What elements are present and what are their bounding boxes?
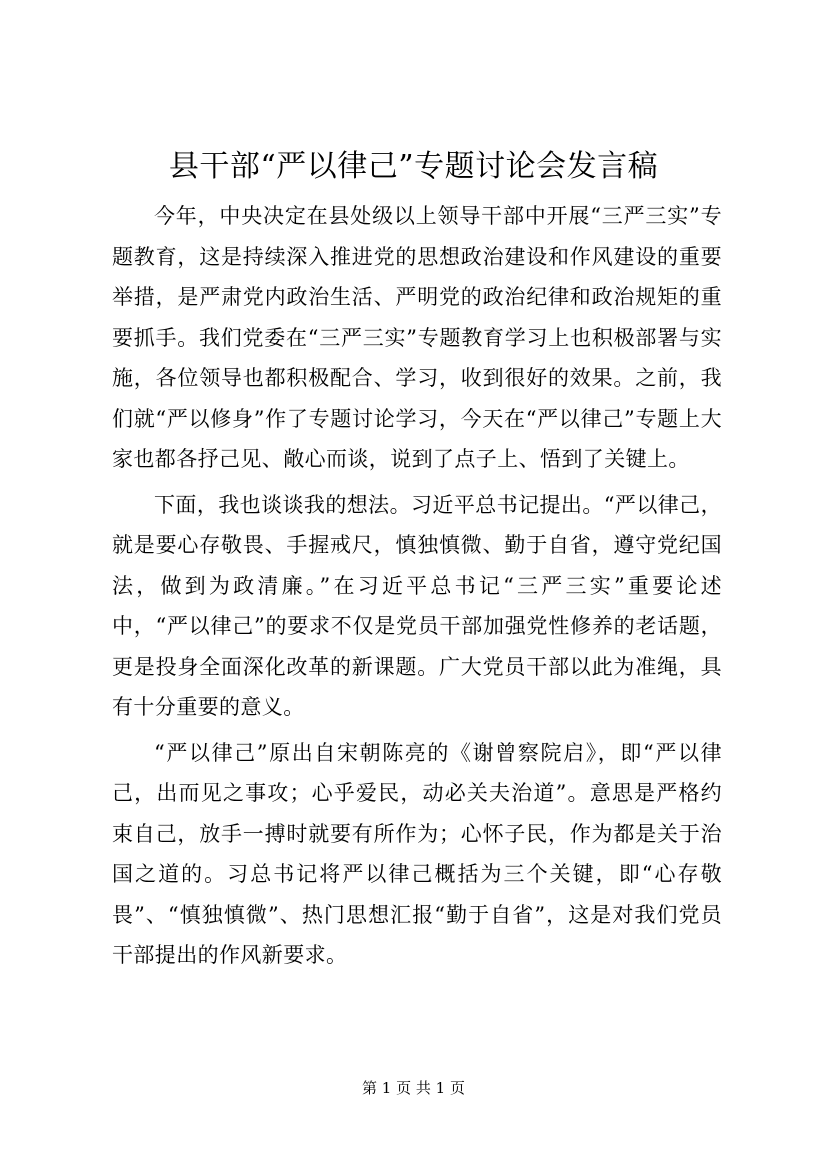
document-body xyxy=(112,196,722,976)
paragraph-3: “严以律己”原出自宋朝陈亮的《谢曾察院启》，即“严以律己，出而见之事攻；心乎爱民，动必关夫治道”。意思是严格约束自己，放手一搏时就要有所作为；心怀子民，作为都是关于治国之道的。习总书记将严以律己概括为三个关键，即“心存敬畏”、“慎独慎微”、热门思想汇报“勤于自省”，这是对我们党员干部提出的作风新要求。 xyxy=(112,740,722,967)
page-footer: 第 1 页 共 1 页 xyxy=(362,1079,465,1097)
paragraph-2: 下面，我也谈谈我的想法。习近平总书记提出。“严以律己，就是要心存敬畏、手握戒尺，慎独慎微、勤于自省，遵守党纪国法，做到为政清廉。”在习近平总书记“三严三实”重要论述中，“严以律己”的要求不仅是党员干部加强党性修养的老话题，更是投身全面深化改革的新课题。广大党员干部以此为准绳，具有十分重要的意义。 xyxy=(112,492,722,719)
paragraph-1: 今年，中央决定在县处级以上领导干部中开展“三严三实”专题教育，这是持续深入推进党的思想政治建设和作风建设的重要举措，是严肃党内政治生活、严明党的政治纪律和政治规矩的重要抓手。我们党委在“三严三实”专题教育学习上也积极部署与实施，各位领导也都积极配合、学习，收到很好的效果。之前，我们就“严以修身”作了专题讨论学习，今天在“严以律己”专题上大家也都各抒己见、敞心而谈，说到了点子上、悟到了关键上。 xyxy=(112,204,722,471)
document-title: 县干部“严以律己”专题讨论会发言稿 xyxy=(168,149,659,184)
